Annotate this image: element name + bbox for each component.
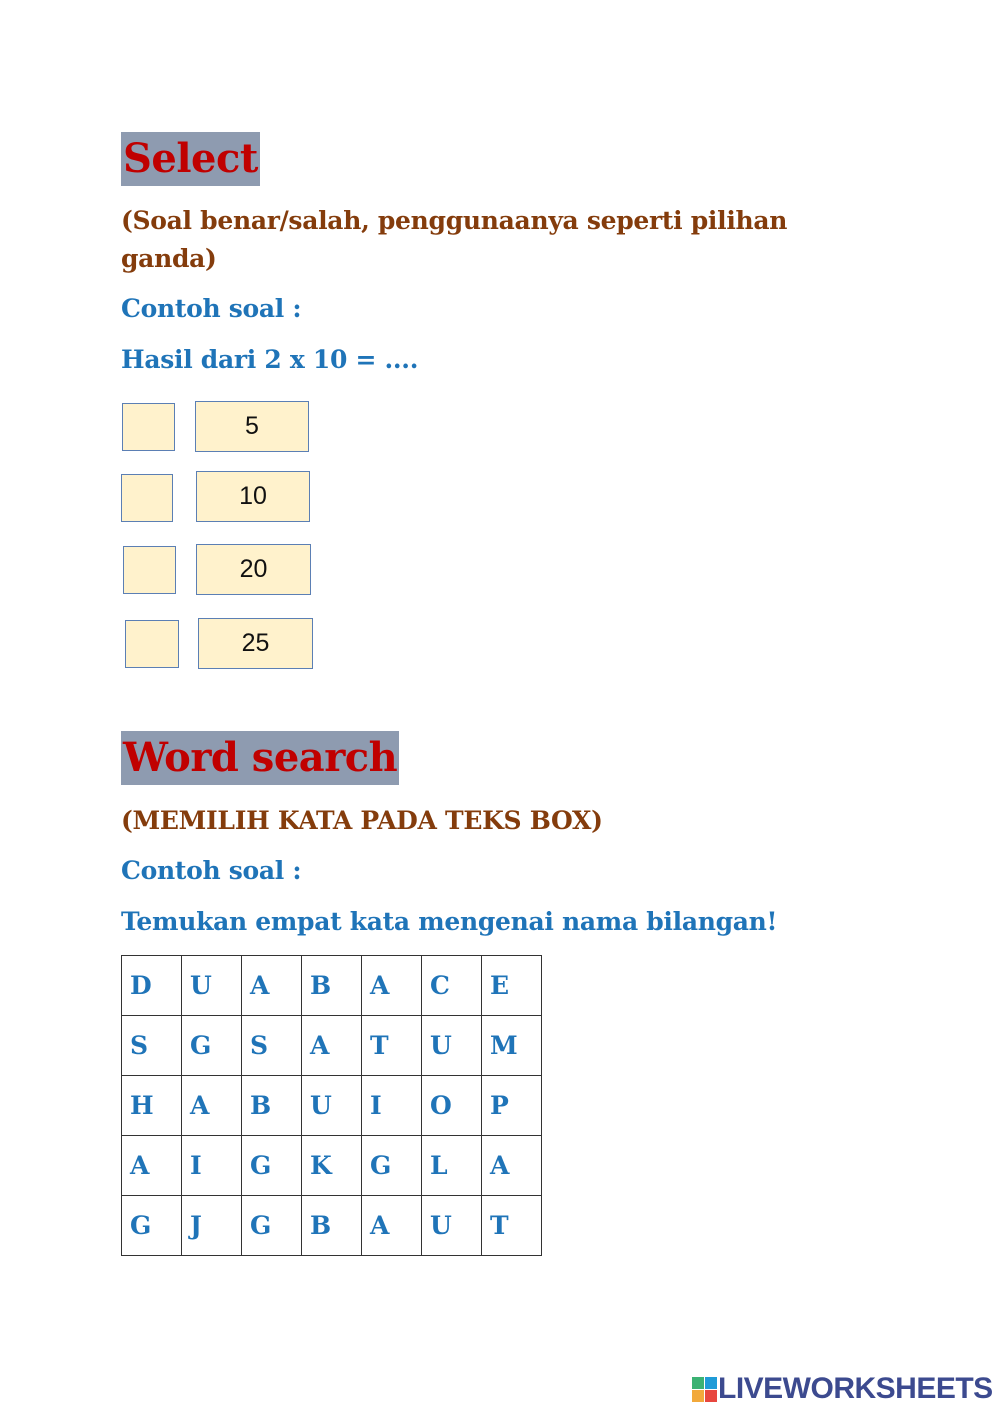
grid-letter[interactable]: T [482,1196,542,1256]
grid-letter[interactable]: U [422,1016,482,1076]
liveworksheets-logo-icon [692,1377,716,1401]
option-checkbox[interactable] [123,546,176,594]
grid-letter[interactable]: B [302,1196,362,1256]
grid-letter[interactable]: J [182,1196,242,1256]
logo-square-red [705,1390,717,1402]
grid-letter[interactable]: U [182,956,242,1016]
grid-row [122,1016,542,1076]
option-answer-box[interactable]: 5 [195,401,309,452]
word-search-heading: Word search [121,731,399,785]
grid-letter[interactable]: A [362,1196,422,1256]
grid-letter[interactable]: L [422,1136,482,1196]
select-question: Hasil dari 2 x 10 = .... [121,345,419,374]
select-heading: Select [121,132,260,186]
option-answer-box[interactable]: 10 [196,471,310,522]
grid-letter[interactable]: O [422,1076,482,1136]
grid-letter[interactable]: I [362,1076,422,1136]
word-search-grid [121,955,542,1256]
grid-letter[interactable]: S [122,1016,182,1076]
grid-row [122,1136,542,1196]
grid-letter[interactable]: G [362,1136,422,1196]
option-checkbox[interactable] [122,403,175,451]
grid-letter[interactable]: M [482,1016,542,1076]
grid-letter[interactable]: G [242,1136,302,1196]
grid-letter[interactable]: E [482,956,542,1016]
grid-letter[interactable]: U [302,1076,362,1136]
grid-letter[interactable]: D [122,956,182,1016]
liveworksheets-logo[interactable] [692,1372,993,1406]
grid-letter[interactable]: U [422,1196,482,1256]
logo-square-blue [705,1377,717,1389]
grid-letter[interactable]: G [242,1196,302,1256]
grid-letter[interactable]: A [182,1076,242,1136]
grid-letter[interactable]: A [302,1016,362,1076]
grid-letter[interactable]: A [242,956,302,1016]
select-subtitle: (Soal benar/salah, penggunaanya seperti pilihan ganda) [121,206,788,273]
option-answer-box[interactable]: 25 [198,618,313,669]
grid-letter[interactable]: B [302,956,362,1016]
option-checkbox[interactable] [121,474,173,522]
liveworksheets-logo-text: LIVEWORKSHEETS [718,1372,993,1405]
logo-square-orange [692,1390,704,1402]
grid-letter[interactable]: G [182,1016,242,1076]
grid-letter[interactable]: G [122,1196,182,1256]
grid-row [122,956,542,1016]
grid-letter[interactable]: I [182,1136,242,1196]
grid-row [122,1076,542,1136]
word-search-example-label: Contoh soal : [121,856,302,885]
grid-letter[interactable]: H [122,1076,182,1136]
grid-letter[interactable]: P [482,1076,542,1136]
grid-letter[interactable]: S [242,1016,302,1076]
grid-row [122,1196,542,1256]
grid-letter[interactable]: A [362,956,422,1016]
grid-letter[interactable]: A [122,1136,182,1196]
word-search-subtitle: (MEMILIH KATA PADA TEKS BOX) [121,806,603,835]
grid-letter[interactable]: K [302,1136,362,1196]
option-checkbox[interactable] [125,620,179,668]
select-example-label: Contoh soal : [121,294,302,323]
option-answer-box[interactable]: 20 [196,544,311,595]
grid-letter[interactable]: T [362,1016,422,1076]
word-search-question: Temukan empat kata mengenai nama bilangan! [121,907,778,936]
logo-square-green [692,1377,704,1389]
grid-letter[interactable]: A [482,1136,542,1196]
grid-letter[interactable]: B [242,1076,302,1136]
grid-letter[interactable]: C [422,956,482,1016]
